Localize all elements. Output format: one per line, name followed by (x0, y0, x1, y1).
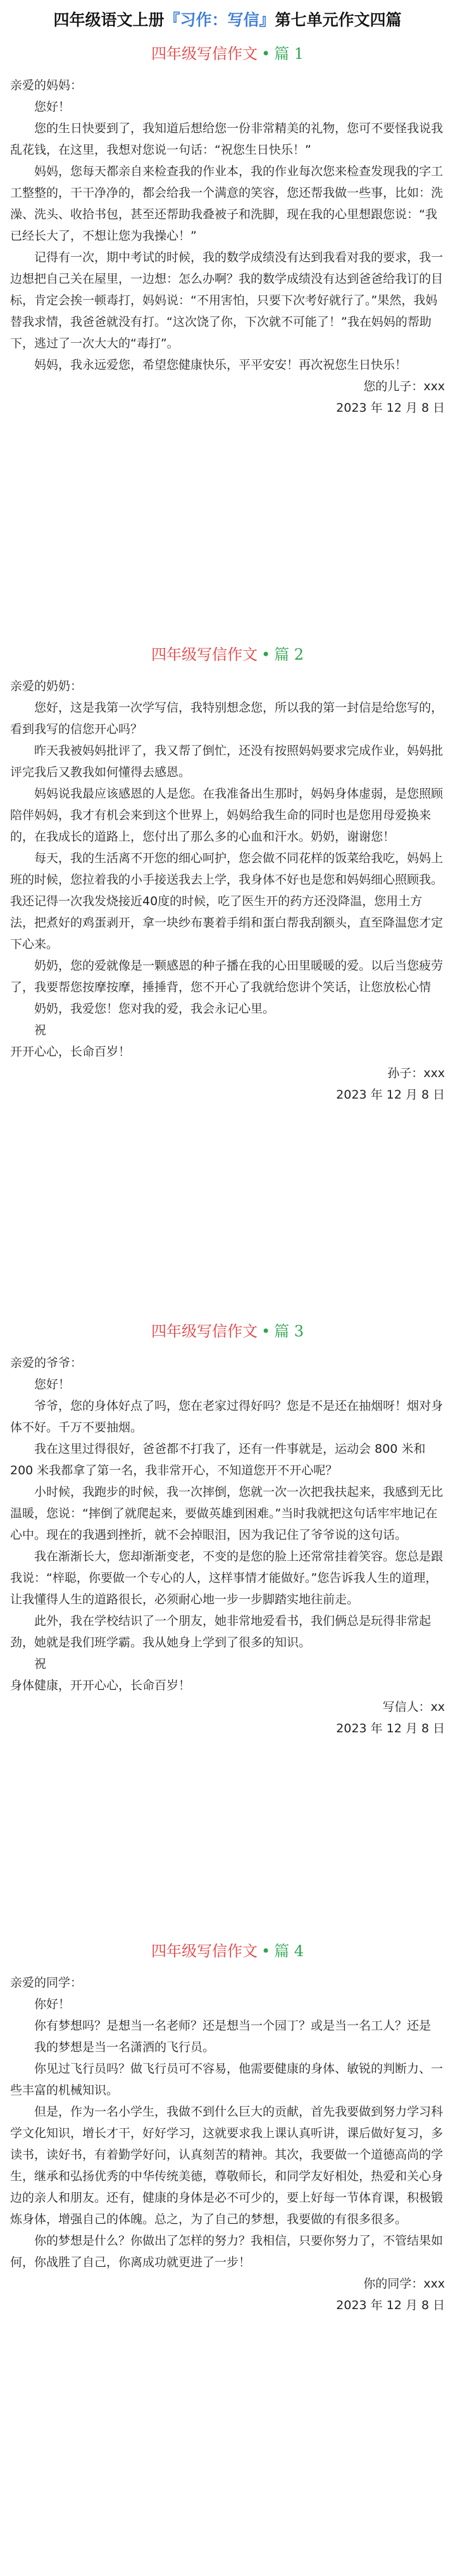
paragraph: 我在渐渐长大，您却渐渐变老，不变的是您的脸上还常常挂着笑容。您总是跟我说：“梓聪，你要做一个专心的人，这样事情才能做好。”您告诉我人生的道理，让我懂得人生的道路很长，必须耐心地一步一步脚踏实地往前走。 (10, 1550, 444, 1606)
paragraph: 妈妈，我永远爱您，希望您健康快乐，平平安安！再次祝您生日快乐！ (34, 358, 408, 372)
letter-title-text: 四年级写信作文 (151, 1942, 258, 1960)
date: 2023 年 12 月 8 日 (336, 401, 445, 415)
letter-3 (10, 1316, 445, 1739)
paragraph: 爷爷，您的身体好点了吗，您在老家过得好吗？您是不是还在抽烟呀！烟对身体不好。千万不要抽烟。 (10, 1399, 444, 1434)
title-separator: • (261, 45, 271, 63)
paragraph: 奶奶，我爱您！您对我的爱，我会永记心里。 (34, 1002, 275, 1016)
date: 2023 年 12 月 8 日 (336, 2298, 445, 2312)
paragraph: 你的梦想是什么？你做出了怎样的努力？我相信，只要你努力了，不管结果如何，你战胜了自己，你离成功就更进了一步！ (10, 2234, 444, 2269)
paragraph: 你有梦想吗？是想当一名老师？还是想当一个园丁？或是当一名工人？还是 (34, 2019, 432, 2033)
letter-number: 篇 4 (274, 1942, 304, 1960)
wish: 身体健康，开开心心，长命百岁！ (10, 1679, 191, 1692)
paragraph: 奶奶，您的爱就像是一颗感恩的种子播在我的心田里暖暖的爱。以后当您疲劳了，我要帮您按摩按摩，捶捶背，您不开心了我就给您讲个笑话，让您放松心情 (10, 959, 444, 994)
paragraph: 妈妈，您每天都亲自来检查我的作业本，我的作业每次您来检查发现我的字工工整整的，干干净净的，都会给我一个满意的笑容，您还帮我做一些事，比如：洗澡、洗头、收拾书包，甚至还帮助我叠被子和洗脚，现在我的心里想跟您说：“我已经长大了，不想让您为我操心！” (10, 164, 444, 243)
paragraph: 记得有一次，期中考试的时候，我的数学成绩没有达到我看对我的要求，我一边想把自己关在屋里，一边想：怎么办啊？我的数学成绩没有达到爸爸给我订的目标，肯定会挨一顿毒打，妈妈说：“不用害怕，只要下次考好就行了。”果然，我妈替我求情，我爸爸就没有打。“这次饶了你，下次就不可能了！”我在妈妈的帮助下，逃过了一次大大的“毒打”。 (10, 250, 444, 350)
greeting: 亲爱的爷爷： (10, 1356, 83, 1370)
signature: 写信人：xx (382, 1700, 445, 1714)
letter-title (10, 639, 445, 670)
paragraph: 妈妈说我最应该感恩的人是您。在我准备出生那时，妈妈身体虚弱，是您照顾陪伴妈妈，我才有机会来到这个世界上，妈妈给我生命的同时也是您用母爱换来的，在我成长的道路上，您付出了那么多的心血和汗水。奶奶，谢谢您！ (10, 787, 444, 844)
hello: 您好！ (34, 100, 71, 114)
paragraph: 您的生日快要到了，我知道后想给您一份非常精美的礼物，您可不要怪我说我乱花钱，在这里，我想对您说一句话：“祝您生日快乐！” (10, 121, 444, 157)
letter-title-text: 四年级写信作文 (151, 45, 258, 63)
paragraph: 此外，我在学校结识了一个朋友，她非常地爱看书，我们俩总是玩得非常起劲，她就是我们班学霸。我从她身上学到了很多的知识。 (10, 1614, 432, 1649)
paragraph: 每天，我的生活离不开您的细心呵护，您会做不同花样的饭菜给我吃，妈妈上班的时候，您拉着我的小手接送我去上学，我身体不好也是您和妈妈细心照顾我。我还记得一次我发烧接近40度的时候，吃了医生开的药方还没降温，您用土方法，把煮好的鸡蛋剥开，拿一块纱布裹着手绢和蛋白帮我刮额头，直至降温您才定下心来。 (10, 851, 444, 951)
wish: 开开心心，长命百岁！ (10, 1045, 131, 1059)
letter-number: 篇 2 (274, 646, 304, 663)
paragraph: 你见过飞行员吗？做飞行员可不容易，他需要健康的身体、敏锐的判断力、一些丰富的机械知识。 (10, 2062, 444, 2097)
paragraph: 我的梦想是当一名潇洒的飞行员。 (34, 2040, 215, 2054)
greeting: 亲爱的妈妈： (10, 78, 83, 92)
paragraph: 您好，这是我第一次学写信，我特别想念您，所以我的第一封信是给您写的，看到我写的信您开心吗？ (10, 701, 444, 736)
letter-title (10, 38, 445, 70)
title-accent: 『习作：写信』 (164, 11, 275, 29)
paragraph: 小时候，我跑步的时候，我一次摔倒，您就一次一次把我扶起来，我感到无比温暖，您说：“摔倒了就爬起来，要做英雄到困难。”当时我就把这句话牢牢地记在心中。现在的我遇到挫折，就不会掉眼泪，因为我记住了爷爷说的这句话。 (10, 1485, 444, 1542)
signature: 孙子：xxx (387, 1066, 445, 1080)
title-part-2: 第七单元作文四篇 (275, 11, 402, 29)
paragraph: 昨天我被妈妈批评了，我又帮了倒忙，还没有按照妈妈要求完成作业，妈妈批评完我后又教我如何懂得去感恩。 (10, 744, 444, 779)
greeting: 亲爱的同学： (10, 1976, 83, 1990)
signature: 您的儿子：xxx (363, 379, 445, 393)
title-separator: • (261, 1942, 271, 1960)
closing: 祝 (34, 1657, 47, 1671)
paragraph: 但是，作为一名小学生，我做不到什么巨大的贡献，首先我要做到努力学习科学文化知识，增长才干，好好学习，这就要求我上课认真听讲，课后做好复习，多读书，读好书，有着勤学好问，认真刻苦的精神。其次，我要做一个道德高尚的学生，继承和弘扬优秀的中华传统美德，尊敬师长，和同学友好相处，热爱和关心身边的亲人和朋友。还有，健康的身体是必不可少的，要上好每一节体育课，积极锻炼身体，增强自己的体魄。总之，为了自己的梦想，我要做的有很多很多。 (10, 2105, 444, 2226)
paragraph: 我在这里过得很好，爸爸都不打我了，还有一件事就是，运动会 800 米和 200 米我都拿了第一名，我非常开心，不知道您开不开心呢？ (10, 1442, 426, 1477)
letter-number: 篇 1 (274, 45, 304, 63)
signature: 你的同学：xxx (363, 2277, 445, 2291)
letter-4 (10, 1935, 445, 2316)
hello: 您好！ (34, 1377, 71, 1391)
letter-title (10, 1316, 445, 1347)
title-separator: • (261, 1322, 271, 1340)
title-separator: • (261, 646, 271, 663)
letter-title (10, 1935, 445, 1967)
letter-2 (10, 639, 445, 1106)
closing: 祝 (34, 1023, 47, 1037)
date: 2023 年 12 月 8 日 (336, 1088, 445, 1102)
hello: 你好！ (34, 1997, 71, 2011)
page-title (0, 0, 455, 33)
greeting: 亲爱的奶奶： (10, 679, 83, 693)
letter-number: 篇 3 (274, 1322, 304, 1340)
letter-title-text: 四年级写信作文 (151, 646, 258, 663)
date: 2023 年 12 月 8 日 (336, 1722, 445, 1735)
letter-title-text: 四年级写信作文 (151, 1322, 258, 1340)
letter-1 (10, 38, 445, 419)
title-part-1: 四年级语文上册 (53, 11, 165, 29)
